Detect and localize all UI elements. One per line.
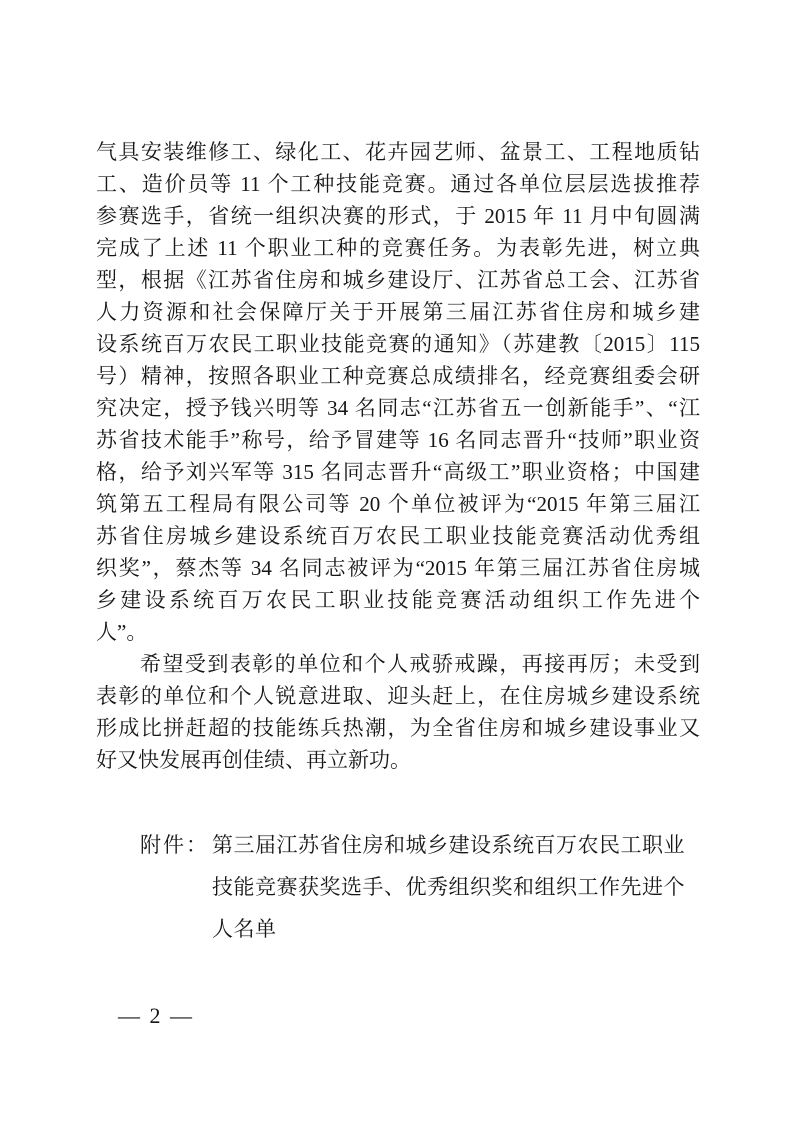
text-line: 技能竞赛获奖选手、优秀组织奖和组织工作先进个	[212, 875, 685, 899]
page-number: — 2 —	[118, 1003, 194, 1028]
text-line: 好又快发展再创佳绩、再立新功。	[96, 748, 411, 772]
text-line: 筑第五工程局有限公司等 20 个单位被评为“2015 年第三届江	[96, 492, 700, 516]
text-line: 第三届江苏省住房和城乡建设系统百万农民工职业	[212, 833, 685, 857]
text-line: 气具安装维修工、绿化工、花卉园艺师、盆景工、工程地质钻	[96, 140, 700, 164]
text-line: 希望受到表彰的单位和个人戒骄戒躁，再接再厉；未受到	[140, 652, 700, 676]
attachment-title	[212, 824, 700, 950]
text-line: 苏省技术能手”称号，给予冒建等 16 名同志晋升“技师”职业资	[96, 428, 700, 452]
text-line: 究决定，授予钱兴明等 34 名同志“江苏省五一创新能手”、“江	[96, 396, 700, 420]
text-line: 苏省住房城乡建设系统百万农民工职业技能竞赛活动优秀组	[96, 524, 700, 548]
attachment-label: 附件：	[140, 833, 209, 857]
text-line: 号）精神，按照各职业工种竞赛总成绩排名，经竞赛组委会研	[96, 364, 700, 388]
text-line: 人”。	[96, 620, 148, 644]
text-line: 参赛选手，省统一组织决赛的形式，于 2015 年 11 月中旬圆满	[96, 204, 700, 228]
paragraph-1	[96, 136, 700, 648]
text-line: 工、造价员等 11 个工种技能竞赛。通过各单位层层选拔推荐	[96, 172, 700, 196]
attachment-block	[96, 824, 700, 950]
text-line: 表彰的单位和个人锐意进取、迎头赶上，在住房城乡建设系统	[96, 684, 700, 708]
text-line: 人力资源和社会保障厅关于开展第三届江苏省住房和城乡建	[96, 300, 700, 324]
text-line: 人名单	[212, 917, 277, 941]
text-line: 乡建设系统百万农民工职业技能竞赛活动组织工作先进个	[96, 588, 700, 612]
text-line: 格，给予刘兴军等 315 名同志晋升“高级工”职业资格；中国建	[96, 460, 700, 484]
text-line: 设系统百万农民工职业技能竞赛的通知》（苏建教〔2015〕115	[96, 332, 700, 356]
page-footer	[118, 1002, 194, 1030]
text-line: 织奖”，蔡杰等 34 名同志被评为“2015 年第三届江苏省住房城	[96, 556, 700, 580]
text-line: 形成比拼赶超的技能练兵热潮，为全省住房和城乡建设事业又	[96, 716, 700, 740]
paragraph-2	[96, 648, 700, 776]
text-line: 型，根据《江苏省住房和城乡建设厅、江苏省总工会、江苏省	[96, 268, 700, 292]
text-line: 完成了上述 11 个职业工种的竞赛任务。为表彰先进，树立典	[96, 236, 700, 260]
document-body	[96, 136, 700, 950]
